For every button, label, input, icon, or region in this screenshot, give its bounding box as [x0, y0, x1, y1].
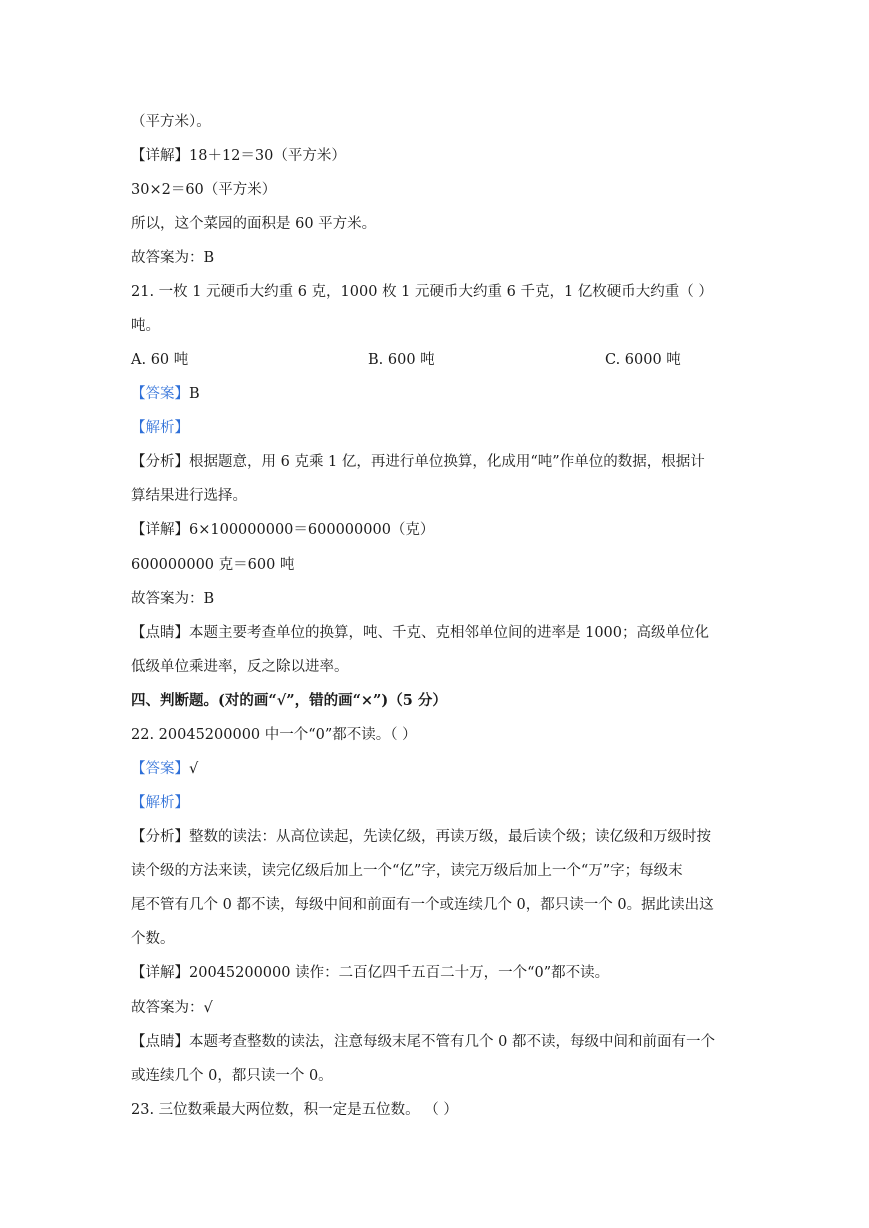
question-21-cont: 吨。 — [131, 318, 160, 334]
text-line: （平方米）。 — [131, 114, 211, 130]
fenxi-tag: 【分析】 — [131, 454, 189, 470]
xiangjie-tag: 【详解】 — [131, 522, 189, 538]
dianjing-line — [131, 623, 769, 643]
question-23: 23. 三位数乘最大两位数，积一定是五位数。 （ ） — [131, 1102, 458, 1118]
xiangjie-text: 6×100000000＝600000000（克） — [189, 522, 435, 538]
dianjing-text: 本题考查整数的读法，注意每级末尾不管有几个 0 都不读，每级中间和前面有一个 — [189, 1034, 715, 1050]
fenxi-text: 整数的读法：从高位读起，先读亿级，再读万级，最后读个级；读亿级和万级时按 — [189, 829, 711, 845]
text-line — [131, 146, 769, 166]
fenxi-text: 根据题意，用 6 克乘 1 亿，再进行单位换算，化成用“吨”作单位的数据，根据计 — [189, 454, 705, 470]
text-line: 600000000 克＝600 吨 — [131, 557, 295, 573]
xiangjie-text: 18＋12＝30（平方米） — [189, 148, 346, 164]
text-line: 或连续几个 0，都只读一个 0。 — [131, 1068, 333, 1084]
text-line: 低级单位乘进率，反之除以进率。 — [131, 659, 349, 675]
jiexi-tag: 【解析】 — [131, 420, 189, 436]
xiangjie-line — [131, 520, 769, 540]
option-a: A. 60 吨 — [131, 352, 189, 368]
answer-line — [131, 384, 769, 404]
text-line: 故答案为：B — [131, 591, 215, 607]
text-line: 个数。 — [131, 931, 175, 947]
question-21: 21. 一枚 1 元硬币大约重 6 克，1000 枚 1 元硬币大约重 6 千克，1 亿枚硬币大约重（ ） — [131, 284, 713, 300]
answer-tag: 【答案】 — [131, 386, 189, 402]
dianjing-tag: 【点睛】 — [131, 1034, 189, 1050]
dianjing-text: 本题主要考查单位的换算，吨、千克、克相邻单位间的进率是 1000；高级单位化 — [189, 625, 710, 641]
option-b: B. 600 吨 — [368, 352, 435, 368]
dianjing-tag: 【点睛】 — [131, 625, 189, 641]
text-line: 故答案为：B — [131, 250, 215, 266]
xiangjie-tag: 【详解】 — [131, 148, 189, 164]
section-heading: 四、判断题。(对的画“√”，错的画“×”)（5 分） — [131, 692, 447, 709]
answer-tag: 【答案】 — [131, 761, 189, 777]
fenxi-line — [131, 827, 769, 847]
answer-line — [131, 759, 769, 779]
xiangjie-line — [131, 963, 769, 983]
text-line: 30×2＝60（平方米） — [131, 182, 277, 198]
option-c: C. 6000 吨 — [605, 352, 681, 368]
xiangjie-text: 20045200000 读作：二百亿四千五百二十万，一个“0”都不读。 — [189, 965, 610, 981]
fenxi-line — [131, 452, 769, 472]
dianjing-line — [131, 1032, 769, 1052]
answer-value: B — [189, 386, 200, 402]
text-line: 尾不管有几个 0 都不读，每级中间和前面有一个或连续几个 0，都只读一个 0。据此读出这 — [131, 897, 714, 913]
xiangjie-tag: 【详解】 — [131, 965, 189, 981]
fenxi-tag: 【分析】 — [131, 829, 189, 845]
question-22: 22. 20045200000 中一个“0”都不读。（ ） — [131, 727, 417, 743]
text-line: 读个级的方法来读，读完亿级后加上一个“亿”字，读完万级后加上一个“万”字；每级末 — [131, 863, 683, 879]
jiexi-tag: 【解析】 — [131, 795, 189, 811]
text-line: 算结果进行选择。 — [131, 488, 247, 504]
answer-value: √ — [189, 761, 199, 777]
text-line: 故答案为：√ — [131, 1000, 213, 1016]
text-line: 所以，这个菜园的面积是 60 平方米。 — [131, 216, 377, 232]
